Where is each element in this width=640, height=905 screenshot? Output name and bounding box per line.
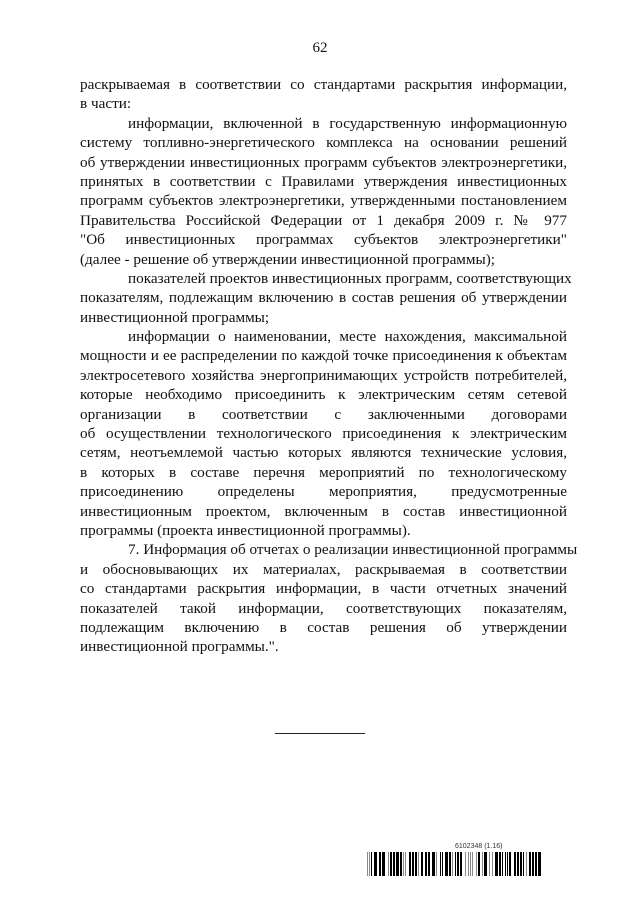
text-line: информации, включенной в государственную информационную [128,114,567,132]
paragraph [80,269,572,327]
text-line: программы (проекта инвестиционной программы). [80,521,411,539]
text-line: сетям, неотъемлемой частью которых являются технические условия, [80,444,567,462]
body-text [80,75,578,657]
text-line: 7. Информация об отчетах о реализации инвестиционной программы [128,541,578,559]
paragraph [80,327,567,540]
text-line: электросетевого хозяйства энергопринимающих устройств потребителей, [80,366,567,384]
text-line: раскрываемая в соответствии со стандартами раскрытия информации, [80,76,567,93]
text-line: (далее - решение об утверждении инвестиционной программы); [80,250,496,268]
barcode-label: 6102348 (1.16) [455,843,503,850]
page-number: 62 [312,40,328,56]
text-line: которые необходимо присоединить к электрическим сетям сетевой [80,386,567,404]
text-line: показателей такой информации, соответствующих показателям, [80,599,567,617]
text-line: показателям, подлежащим включению в состав решения об утверждении [80,289,567,307]
text-line: программ субъектов электроэнергетики, утвержденными постановлением [80,192,567,210]
text-line: "Об инвестиционных программах субъектов электроэнергетики" [80,231,567,249]
barcode-bar [541,852,543,876]
text-line: и обосновывающих их материалах, раскрываемая в соответствии [80,560,567,578]
text-line: Правительства Российской Федерации от 1 декабря 2009 г. № 977 [80,211,567,229]
text-line: организации в соответствии с заключенными договорами [80,405,567,423]
paragraph [80,114,567,269]
paragraph [80,75,567,114]
text-line: инвестиционной программы; [80,308,270,326]
paragraph [80,540,578,656]
text-line: со стандартами раскрытия информации, в части отчетных значений [80,580,567,598]
text-line: в которых в составе перечня мероприятий по технологическому [80,463,567,481]
barcode [367,852,599,876]
text-line: подлежащим включению в состав решения об утверждении [80,618,567,636]
text-line: мощности и ее распределении по каждой точке присоединения к объектам [80,347,567,365]
text-line: инвестиционной программы.". [80,638,279,656]
text-line: показателей проектов инвестиционных программ, соответствующих [128,269,572,287]
text-line: инвестиционным проектом, включенным в состав инвестиционной [80,502,567,520]
text-line: присоединению определены мероприятия, предусмотренные [80,483,567,501]
text-line: об осуществлении технологического присоединения к электрическим [80,425,567,443]
text-line: систему топливно-энергетического комплекса на основании решений [80,134,567,152]
text-line: принятых в соответствии с Правилами утверждения инвестиционных [80,172,567,190]
text-line: информации о наименовании, месте нахождения, максимальной [128,328,567,346]
text-line: об утверждении инвестиционных программ субъектов электроэнергетики, [80,153,567,171]
footnote-separator [275,733,365,734]
text-line: в части: [80,95,132,113]
